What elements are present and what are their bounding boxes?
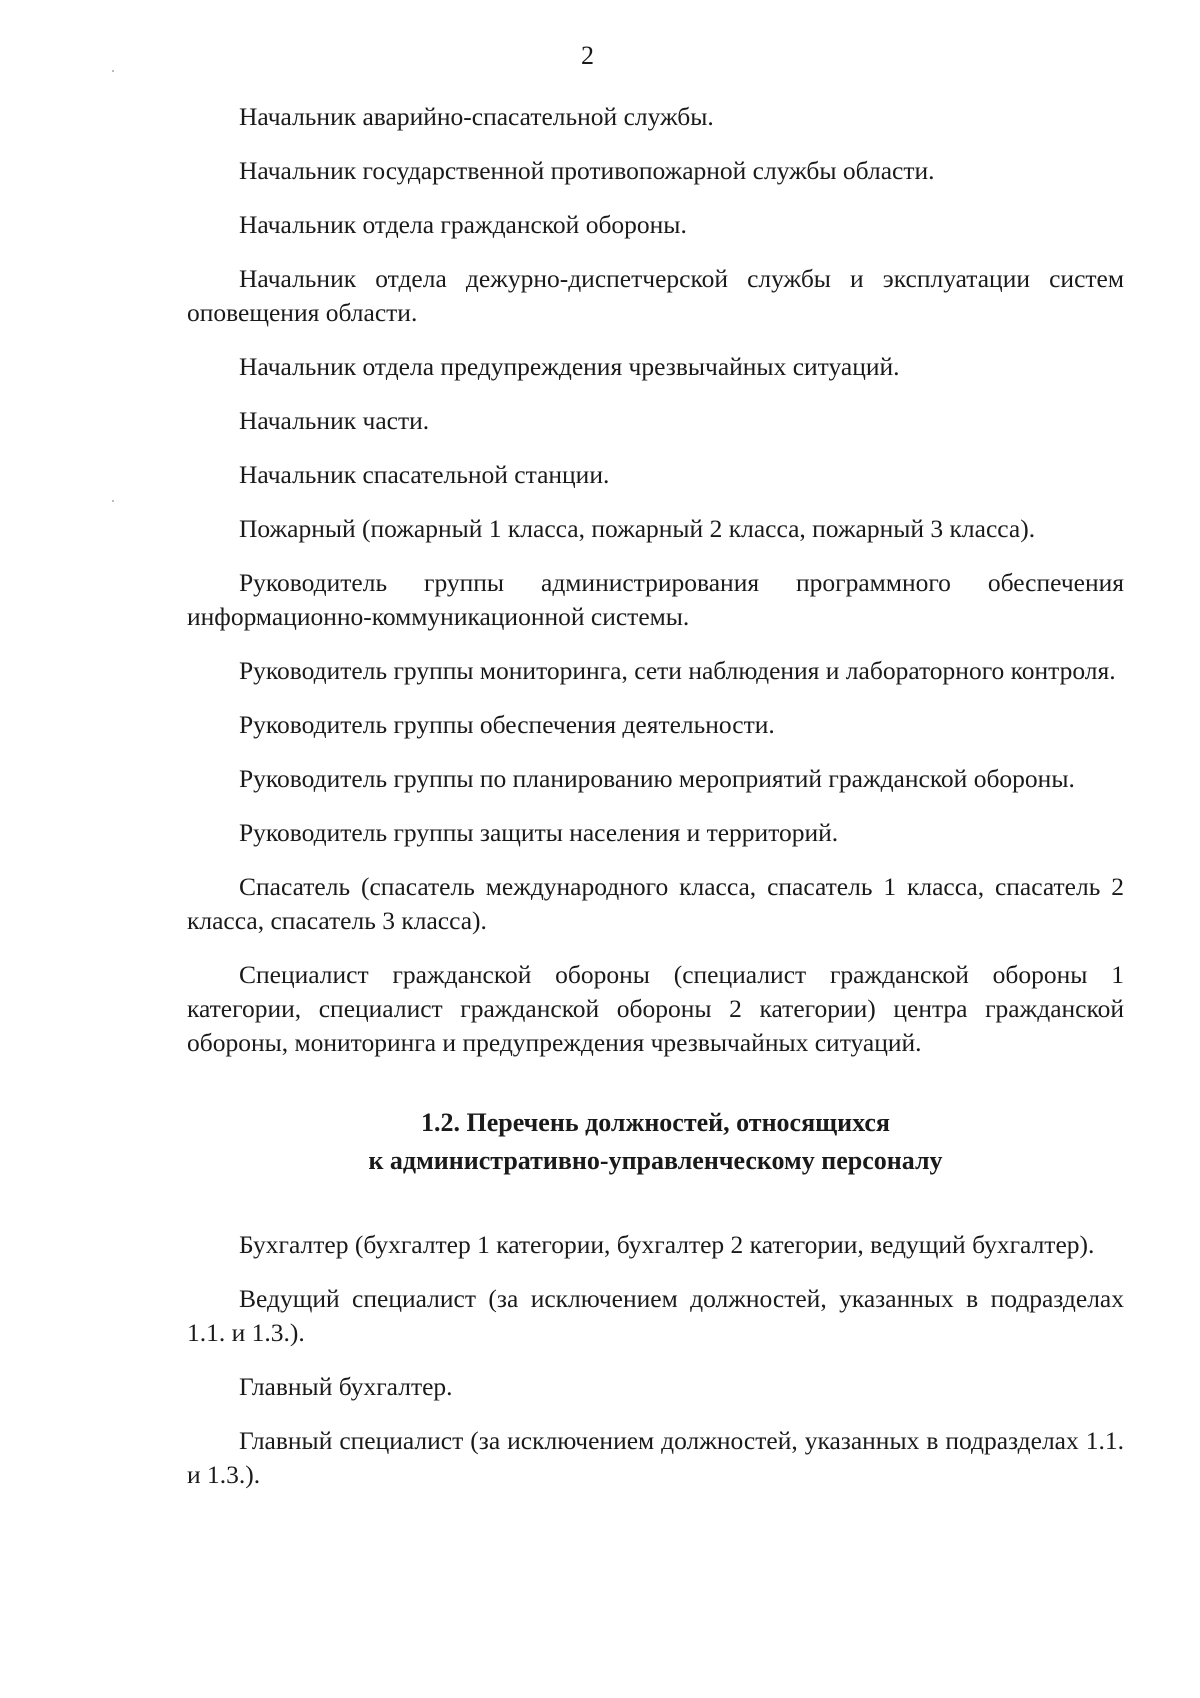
list-item: Главный специалист (за исключением должностей, указанных в подразделах 1.1. и 1.3.). <box>187 1426 1124 1489</box>
list-item: Начальник части. <box>239 406 430 435</box>
section-heading-line: 1.2. Перечень должностей, относящихся <box>421 1108 890 1137</box>
list-item: Начальник аварийно-спасательной службы. <box>239 102 714 131</box>
scan-mark <box>112 500 114 502</box>
section-heading <box>187 1104 1124 1180</box>
list-item: Ведущий специалист (за исключением должностей, указанных в подразделах 1.1. и 1.3.). <box>187 1284 1124 1347</box>
list-item: Пожарный (пожарный 1 класса, пожарный 2 класса, пожарный 3 класса). <box>239 514 1036 543</box>
list-item: Начальник государственной противопожарной службы области. <box>239 156 935 185</box>
list-item: Спасатель (спасатель международного класса, спасатель 1 класса, спасатель 2 класса, спасатель 3 класса). <box>187 872 1124 935</box>
list-item: Руководитель группы защиты населения и территорий. <box>239 818 839 847</box>
page-number: 2 <box>581 41 594 70</box>
list-item: Начальник отдела дежурно-диспетчерской службы и эксплуатации систем оповещения области. <box>187 264 1124 327</box>
list-item: Главный бухгалтер. <box>239 1372 453 1401</box>
list-item: Руководитель группы администрирования программного обеспечения информационно-коммуникационной системы. <box>187 568 1124 631</box>
list-item: Руководитель группы обеспечения деятельности. <box>239 710 775 739</box>
list-item: Руководитель группы по планированию мероприятий гражданской обороны. <box>239 764 1075 793</box>
list-item: Начальник отдела предупреждения чрезвычайных ситуаций. <box>239 352 900 381</box>
document-body <box>187 100 1124 1512</box>
list-item: Руководитель группы мониторинга, сети наблюдения и лабораторного контроля. <box>239 656 1116 685</box>
section-heading-line: к административно-управленческому персоналу <box>368 1146 943 1175</box>
list-item: Начальник спасательной станции. <box>239 460 610 489</box>
list-item: Начальник отдела гражданской обороны. <box>239 210 687 239</box>
list-item: Специалист гражданской обороны (специалист гражданской обороны 1 категории, специалист гражданской обороны 2 категории) центра гражданской обороны, мониторинга и предупреждения чрезвычайных ситуаций. <box>187 960 1124 1057</box>
list-item: Бухгалтер (бухгалтер 1 категории, бухгалтер 2 категории, ведущий бухгалтер). <box>239 1230 1095 1259</box>
